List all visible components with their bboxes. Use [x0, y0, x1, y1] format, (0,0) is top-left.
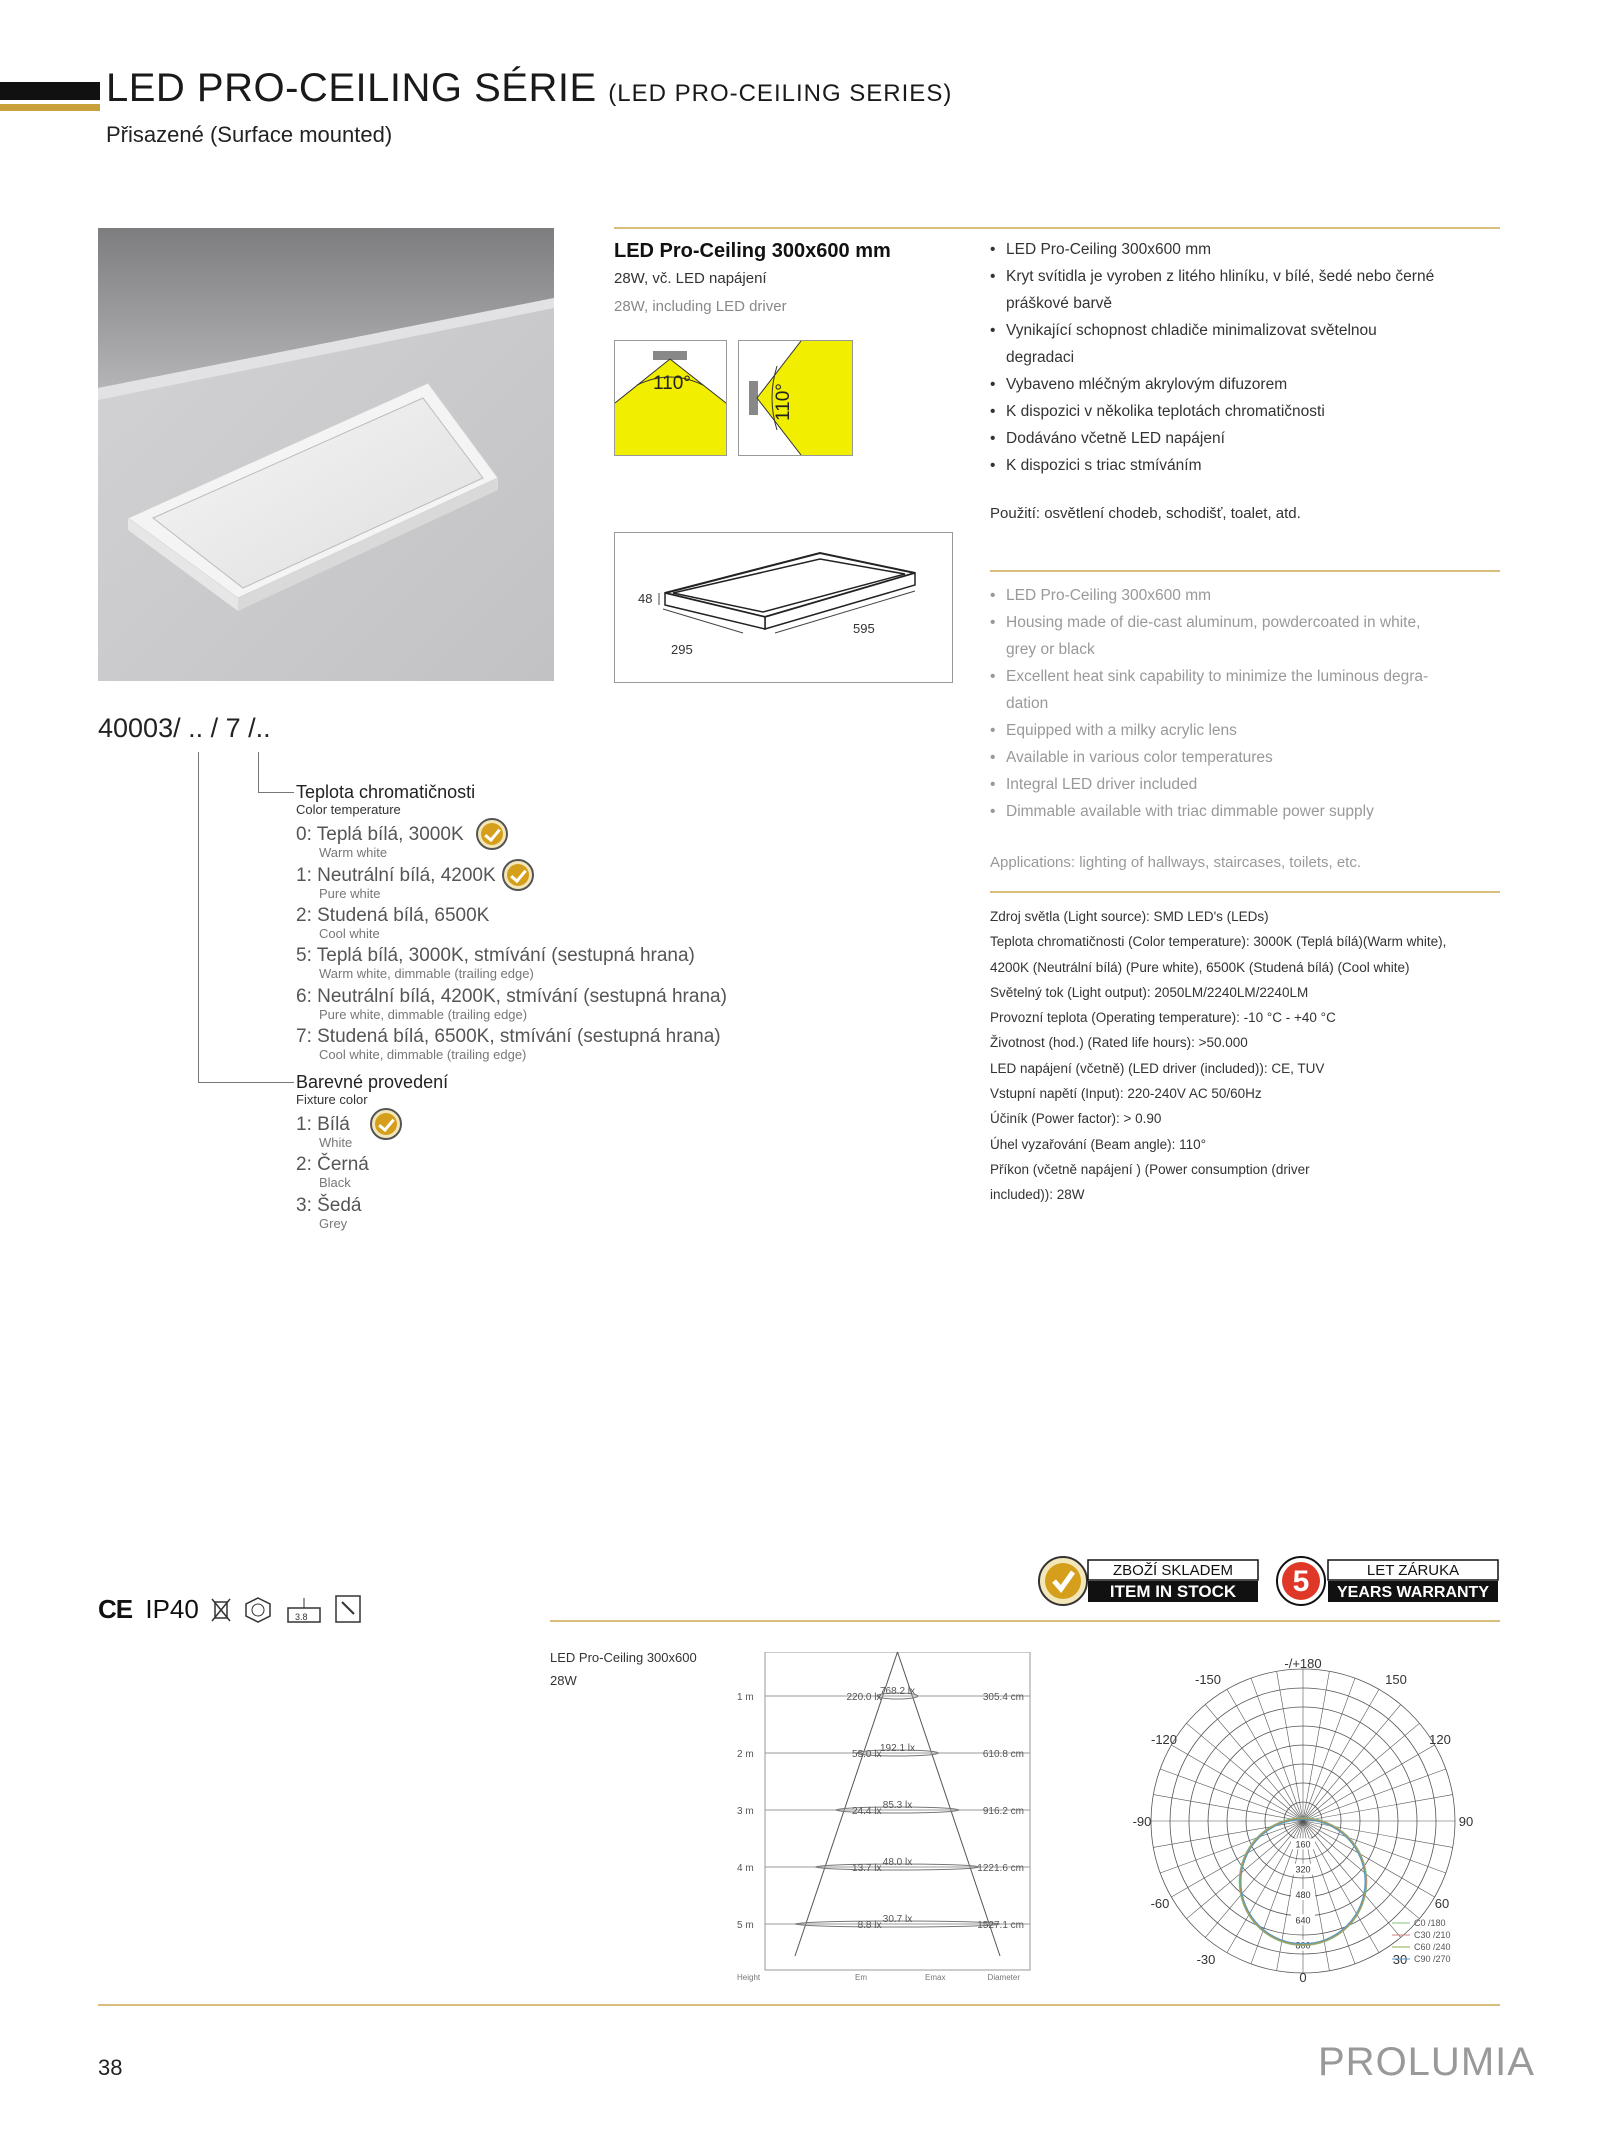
feature-cz: • Vybaveno mléčným akrylovým difuzorem [990, 371, 1500, 398]
em-value: 220.0 lx [846, 1692, 882, 1703]
spec-line: Úhel vyzařování (Beam angle): 110° [990, 1136, 1207, 1152]
color-temp-heading: Teplota chromatičnosti Color temperature [296, 782, 476, 817]
page-title-en: (LED PRO-CEILING SERIES) [608, 80, 953, 107]
ik-rating-icon [334, 1594, 362, 1629]
polar-angle-label: -30 [1196, 1952, 1216, 1967]
color-temp-option: 7: Studená bílá, 6500K, stmívání (sestupná hrana) Cool white, dimmable (trailing edge) [296, 1026, 721, 1062]
ip-rating: IP40 [145, 1594, 199, 1624]
feature-en: dation [1006, 695, 1049, 712]
spec-line: Příkon (včetně napájení ) (Power consumption (driver [990, 1161, 1310, 1177]
feature-en: grey or black [1006, 641, 1095, 658]
dim-length: 595 [853, 621, 875, 636]
emax-value: 768.2 lx [879, 1686, 916, 1697]
spec-line: Zdroj světla (Light source): SMD LED's (LEDs) [990, 909, 1269, 924]
feature-cz: • LED Pro-Ceiling 300x600 mm [990, 236, 1500, 263]
feature-en: • Excellent heat sink capability to minimize the luminous degra- [990, 663, 1500, 690]
spec-line: Provozní teplota (Operating temperature): -10 °C - +40 °C [990, 1010, 1336, 1026]
divider-top [614, 227, 1500, 229]
feature-cz: • Vynikající schopnost chladiče minimalizovat světelnou [990, 317, 1500, 344]
feature-cz: • Dodáváno včetně LED napájení [990, 425, 1500, 452]
in-stock-badge [1038, 1556, 1260, 1606]
mounting-distance-icon [286, 1596, 322, 1629]
check-icon [502, 859, 534, 891]
color-temp-option: 2: Studená bílá, 6500K Cool white [296, 905, 490, 941]
divider-specs [990, 891, 1500, 893]
height-label: 4 m [737, 1863, 754, 1874]
legend-entry: C0 /180 [1414, 1918, 1446, 1928]
product-power-cz: 28W, vč. LED napájení [614, 270, 767, 287]
ce-mark: CE [98, 1594, 133, 1624]
warranty-badge [1276, 1556, 1500, 1606]
polar-chart [1120, 1646, 1510, 1986]
illuminance-chart [725, 1652, 1070, 1982]
emax-value: 85.3 lx [882, 1800, 913, 1811]
polar-angle-label: 0 [1299, 1970, 1307, 1985]
beam-diagram-1 [614, 340, 727, 456]
check-icon [370, 1108, 402, 1140]
diameter-value: 305.4 cm [982, 1692, 1024, 1703]
spec-line: Vstupní napětí (Input): 220-240V AC 50/60Hz [990, 1086, 1262, 1102]
legend-entry: C60 /240 [1414, 1942, 1451, 1952]
feature-en: • Available in various color temperatures [990, 744, 1500, 771]
features-cz [990, 236, 1500, 479]
photometry-label: LED Pro-Ceiling 300x600 28W [550, 1650, 697, 1688]
column-header: Diameter [987, 1973, 1020, 1982]
cert-value: 3.8 [295, 1612, 308, 1622]
spec-line: LED napájení (včetně) (LED driver (included)): CE, TUV [990, 1060, 1325, 1076]
diameter-value: 1221.6 cm [977, 1863, 1024, 1874]
page-subtitle: Přisazené (Surface mounted) [106, 122, 393, 147]
divider-en [990, 570, 1500, 572]
divider-footer [98, 2004, 1500, 2006]
beam-diagram-2 [738, 340, 853, 456]
stock-label-bottom: ITEM IN STOCK [1109, 1582, 1237, 1601]
polar-radial-label: 640 [1295, 1915, 1311, 1926]
legend-entry: C90 /270 [1414, 1954, 1451, 1964]
spec-line: Světelný tok (Light output): 2050LM/2240LM/2240LM [990, 984, 1309, 1000]
product-power-en: 28W, including LED driver [614, 298, 787, 315]
column-header: Em [855, 1973, 867, 1982]
spec-line: 4200K (Neutrální bílá) (Pure white), 6500K (Studená bílá) (Cool white) [990, 959, 1410, 975]
spec-line: Účiník (Power factor): > 0.90 [990, 1111, 1162, 1127]
column-header: Emax [925, 1973, 946, 1982]
divider-photometry [550, 1620, 1500, 1622]
diameter-value: 1527.1 cm [977, 1920, 1024, 1931]
order-code: 40003/ .. / 7 /.. [98, 713, 271, 743]
tree-line [198, 752, 199, 1082]
diameter-value: 916.2 cm [982, 1806, 1024, 1817]
color-temp-option: 5: Teplá bílá, 3000K, stmívání (sestupná hrana) Warm white, dimmable (trailing edge) [296, 945, 695, 981]
legend-entry: C30 /210 [1414, 1930, 1451, 1940]
page-number: 38 [98, 2055, 123, 2080]
polar-angle-label: -90 [1132, 1814, 1152, 1829]
polar-angle-label: -150 [1194, 1672, 1222, 1687]
polar-radial-label: 160 [1295, 1839, 1311, 1850]
emax-value: 48.0 lx [882, 1857, 913, 1868]
spec-list [990, 904, 1500, 1208]
polar-angle-label: -60 [1150, 1896, 1170, 1911]
brand-logo: PROLUMIA [1318, 2040, 1535, 2084]
column-header: Height [737, 1973, 761, 1982]
em-value: 13.7 lx [852, 1863, 882, 1874]
polar-radial-label: 480 [1295, 1890, 1311, 1900]
stock-label-top: ZBOŽÍ SKLADEM [1112, 1562, 1234, 1579]
warranty-label-top: LET ZÁRUKA [1366, 1562, 1460, 1579]
polar-radial-label: 800 [1295, 1940, 1311, 1951]
color-temp-option: 0: Teplá bílá, 3000K Warm white [296, 824, 464, 860]
product-photo [98, 228, 554, 681]
diameter-value: 610.8 cm [982, 1749, 1024, 1760]
em-value: 55.0 lx [852, 1749, 882, 1760]
emax-value: 30.7 lx [882, 1914, 913, 1925]
height-label: 2 m [737, 1749, 754, 1760]
polar-angle-label: 90 [1458, 1814, 1474, 1829]
color-temp-option: 1: Neutrální bílá, 4200K Pure white [296, 865, 496, 901]
applications-cz: Použití: osvětlení chodeb, schodišť, toalet, atd. [990, 505, 1301, 522]
warranty-number: 5 [1292, 1565, 1310, 1598]
color-temp-option: 6: Neutrální bílá, 4200K, stmívání (sestupná hrana) Pure white, dimmable (trailing edge) [296, 986, 727, 1022]
feature-en: • Dimmable available with triac dimmable power supply [990, 798, 1500, 825]
spec-line: included)): 28W [990, 1187, 1085, 1203]
height-label: 3 m [737, 1806, 754, 1817]
feature-en: • LED Pro-Ceiling 300x600 mm [990, 582, 1500, 609]
warranty-label-bottom: YEARS WARRANTY [1336, 1584, 1490, 1601]
polar-angle-label: 60 [1434, 1896, 1450, 1911]
page-title: LED PRO-CEILING SÉRIE (LED PRO-CEILING SERIES) [106, 66, 953, 110]
fixture-color-option: 2: Černá Black [296, 1154, 369, 1190]
feature-en: • Equipped with a milky acrylic lens [990, 717, 1500, 744]
feature-cz: • K dispozici s triac stmíváním [990, 452, 1500, 479]
dim-height: 48 [638, 591, 653, 606]
tuv-icon [244, 1596, 272, 1629]
features-en [990, 582, 1500, 825]
em-value: 24.4 lx [852, 1806, 882, 1817]
tree-line [198, 1082, 294, 1083]
polar-angle-label: 120 [1429, 1732, 1451, 1747]
tree-line [258, 792, 294, 793]
certification-row [98, 1594, 199, 1625]
emax-value: 192.1 lx [879, 1743, 916, 1754]
weee-icon [210, 1596, 232, 1629]
tree-line [258, 752, 259, 792]
polar-angle-label: 150 [1385, 1672, 1407, 1687]
polar-angle-label: 30 [1392, 1952, 1408, 1967]
spec-line: Životnost (hod.) (Rated life hours): >50.000 [990, 1035, 1248, 1051]
polar-angle-label: -120 [1150, 1732, 1178, 1747]
polar-radial-label: 320 [1295, 1864, 1311, 1875]
height-label: 5 m [737, 1920, 754, 1931]
feature-cz: • K dispozici v několika teplotách chromatičnosti [990, 398, 1500, 425]
fixture-color-heading: Barevné provedení Fixture color [296, 1072, 449, 1107]
spec-line: Teplota chromatičnosti (Color temperature): 3000K (Teplá bílá)(Warm white), [990, 934, 1447, 950]
dimension-drawing [614, 532, 953, 683]
feature-cz: • Kryt svítidla je vyroben z litého hliníku, v bílé, šedé nebo černé [990, 263, 1500, 290]
beam-angle-2: 110° [773, 383, 794, 421]
feature-en: • Housing made of die-cast aluminum, powdercoated in white, [990, 609, 1500, 636]
product-name: LED Pro-Ceiling 300x600 mm [614, 240, 891, 262]
feature-cz: degradaci [1006, 349, 1075, 366]
check-icon [476, 818, 508, 850]
height-label: 1 m [737, 1692, 754, 1703]
dim-width: 295 [671, 642, 693, 657]
applications-en: Applications: lighting of hallways, staircases, toilets, etc. [990, 854, 1362, 871]
em-value: 8.8 lx [857, 1920, 882, 1931]
feature-en: • Integral LED driver included [990, 771, 1500, 798]
feature-cz: práškové barvě [1006, 295, 1112, 312]
fixture-color-option: 3: Šedá Grey [296, 1195, 362, 1231]
polar-angle-label: -/+180 [1284, 1656, 1322, 1671]
beam-angle-1: 110° [653, 373, 691, 394]
fixture-color-option: 1: Bílá White [296, 1114, 353, 1150]
